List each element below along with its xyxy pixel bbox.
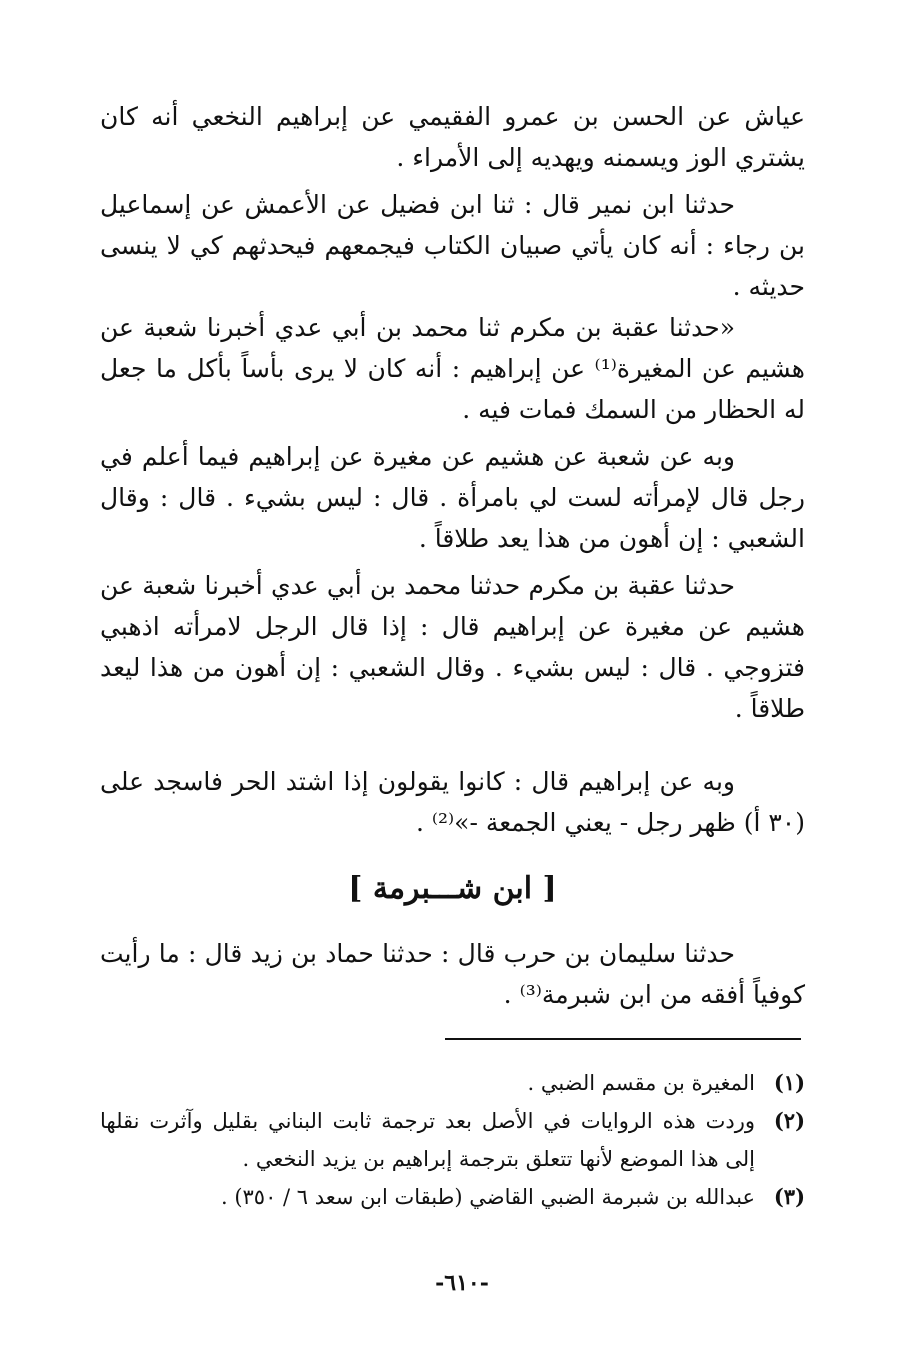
footnote-text: وردت هذه الروايات في الأصل بعد ترجمة ثابت البناني بقليل وآثرت نقلها إلى هذا الموضع لأنها تتعلق بترجمة إبراهيم بن يزيد النخعي .: [100, 1109, 755, 1171]
section-paragraph: حدثنا سليمان بن حرب قال : حدثنا حماد بن زيد قال : ما رأيت كوفياً أفقه من ابن شبرمة⁽³⁾ .: [100, 939, 805, 1009]
page-number: -٦١٠-: [435, 1270, 489, 1296]
footnote-number: (١): [773, 1070, 805, 1095]
paragraph-1: عياش عن الحسن بن عمرو الفقيمي عن إبراهيم النخعي أنه كان يشتري الوز ويسمنه ويهديه إلى الأمراء .: [100, 102, 805, 172]
footnote-number: (٣): [773, 1184, 805, 1209]
main-text: [100, 96, 805, 1015]
paragraph-2: حدثنا ابن نمير قال : ثنا ابن فضيل عن الأعمش عن إسماعيل بن رجاء : أنه كان يأتي صبيان الكتاب فيجمعهم فيحدثهم كي لا ينسى حديثه .: [100, 190, 805, 301]
paragraph-6: وبه عن إبراهيم قال : كانوا يقولون إذا اشتد الحر فاسجد على (٣٠ أ) ظهر رجل - يعني الجمعة -»⁽²⁾ .: [100, 767, 805, 837]
footnotes: [100, 1064, 805, 1216]
footnote-number: (٢): [773, 1108, 805, 1133]
footnote-text: عبدالله بن شبرمة الضبي القاضي (طبقات ابن سعد ٦ / ٣٥٠) .: [220, 1185, 755, 1209]
footnote-3: [100, 1178, 805, 1216]
footnote-text: المغيرة بن مقسم الضبي .: [527, 1071, 755, 1095]
footnote-2: [100, 1102, 805, 1178]
paragraph-4: وبه عن شعبة عن هشيم عن مغيرة عن إبراهيم فيما أعلم في رجل قال لإمرأته لست لي بامرأة . قال : ليس بشيء . قال : وقال الشعبي : إن أهون من هذا يعد طلاقاً .: [100, 442, 805, 553]
footnote-divider: [445, 1038, 801, 1040]
paragraph-5: حدثنا عقبة بن مكرم حدثنا محمد بن أبي عدي أخبرنا شعبة عن هشيم عن مغيرة عن إبراهيم قال : إذا قال الرجل لامرأته اذهبي فتزوجي . قال : ليس بشيء . وقال الشعبي : إن أهون من هذا ليعد طلاقاً .: [100, 571, 805, 723]
paragraph-3: «حدثنا عقبة بن مكرم ثنا محمد بن أبي عدي أخبرنا شعبة عن هشيم عن المغيرة⁽¹⁾ عن إبراهيم : أنه كان لا يرى بأساً بأكل ما جعل له الحظار من السمك فمات فيه .: [100, 313, 805, 424]
footnote-1: [100, 1064, 805, 1102]
section-heading: [ ابن شـــبرمة ]: [348, 871, 557, 906]
